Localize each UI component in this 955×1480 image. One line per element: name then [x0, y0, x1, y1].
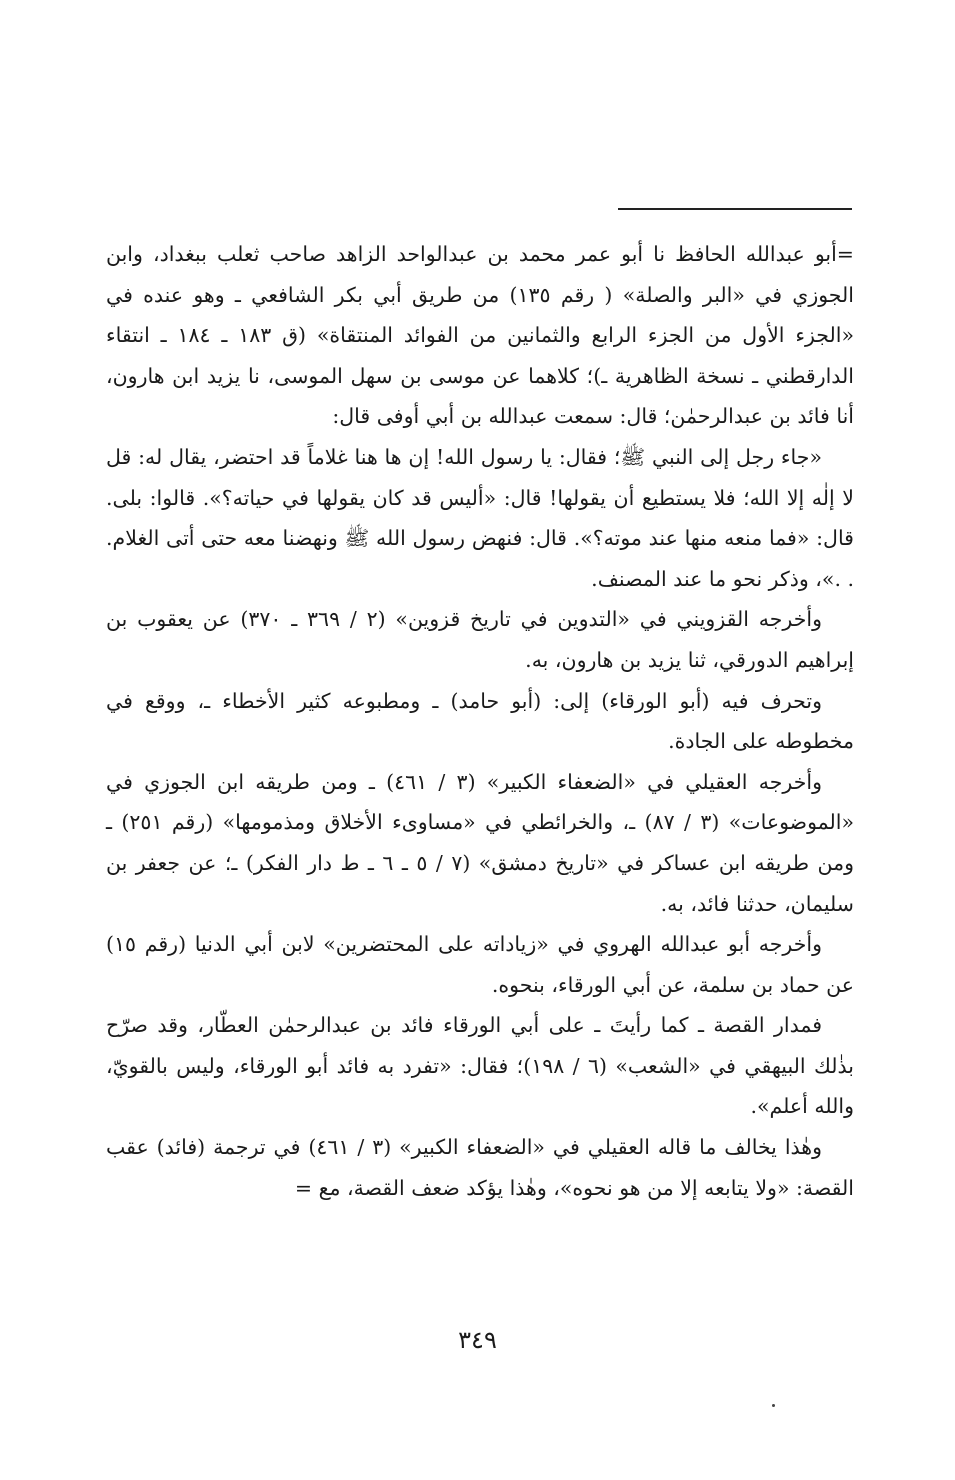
paragraph-5: وأخرجه العقيلي في «الضعفاء الكبير» (٣ / ٤٦١) ـ ومن طريقه ابن الجوزي في «الموضوعات» (٣ / ٨٧) ـ، والخرائطي في «مساوىء الأخلاق ومذمومها» (رقم ٢٥١) ـ ومن طريقه ابن عساكر في «تاريخ دمشق» (٧ / ٥ ـ ٦ ـ ط دار الفكر) ـ؛ عن جعفر بن سليمان، حدثنا فائد، به.	[106, 769, 854, 916]
paragraph-7: فمدار القصة ـ كما رأيتَ ـ على أبي الورقاء فائد بن عبدالرحمٰن العطّار، وقد صرّح بذٰلك البيهقي في «الشعب» (٦ / ١٩٨)؛ فقال: «تفرد به فائد أبو الورقاء، وليس بالقويّ، والله أعلم».	[106, 1013, 854, 1119]
footnote-separator-line	[618, 208, 852, 210]
page-number: ٣٤٩	[458, 1326, 497, 1354]
paragraph-8: وهٰذا يخالف ما قاله العقيلي في «الضعفاء الكبير» (٣ / ٤٦١) في ترجمة (فائد) عقب القصة: «ولا يتابعه إلا من هو نحوه»، وهٰذا يؤكد ضعف القصة، مع =	[106, 1135, 854, 1200]
scan-speck	[772, 1404, 775, 1407]
paragraph-1: =أبو عبدالله الحافظ نا أبو عمر محمد بن عبدالواحد الزاهد صاحب ثعلب ببغداد، وابن الجوزي في «البر والصلة» ( رقم ١٣٥) من طريق أبي بكر الشافعي ـ وهو عنده في «الجزء الأول من الجزء الرابع والثمانين من الفوائد المنتقاة» (ق ١٨٣ ـ ١٨٤ ـ انتقاء الدارقطني ـ نسخة الظاهرية ـ)؛ كلاهما عن موسى بن سهل الموسى، نا يزيد ابن هارون، أنا فائد بن عبدالرحمٰن؛ قال: سمعت عبدالله بن أبي أوفى قال:	[106, 242, 854, 429]
paragraph-4: وتحرف فيه (أبو الورقاء) إلى: (أبو حامد) ـ ومطبوعه كثير الأخطاء ـ، ووقع في مخطوطه على الجادة.	[106, 688, 854, 754]
paragraph-6: وأخرجه أبو عبدالله الهروي في «زياداته على المحتضرين» لابن أبي الدنيا (رقم ١٥) عن حماد بن سلمة، عن أبي الورقاء، بنحوه.	[106, 932, 854, 997]
paragraph-3: وأخرجه القزويني في «التدوين في تاريخ قزوين» (٢ / ٣٦٩ ـ ٣٧٠) عن يعقوب بن إبراهيم الدورقي، ثنا يزيد بن هارون، به.	[106, 607, 854, 672]
paragraph-2: «جاء رجل إلى النبي ﷺ؛ فقال: يا رسول الله! إن ها هنا غلاماً قد احتضر، يقال له: قل لا إلٰه إلا الله؛ فلا يستطيع أن يقولها! قال: «أليس قد كان يقولها في حياته؟». قالوا: بلى. قال: «فما منعه منها عند موته؟». قال: فنهض رسول الله ﷺ ونهضنا معه حتى أتى الغلام. . .»، وذكر نحو ما عند المصنف.	[106, 444, 854, 591]
footnote-text-block	[106, 234, 854, 1208]
